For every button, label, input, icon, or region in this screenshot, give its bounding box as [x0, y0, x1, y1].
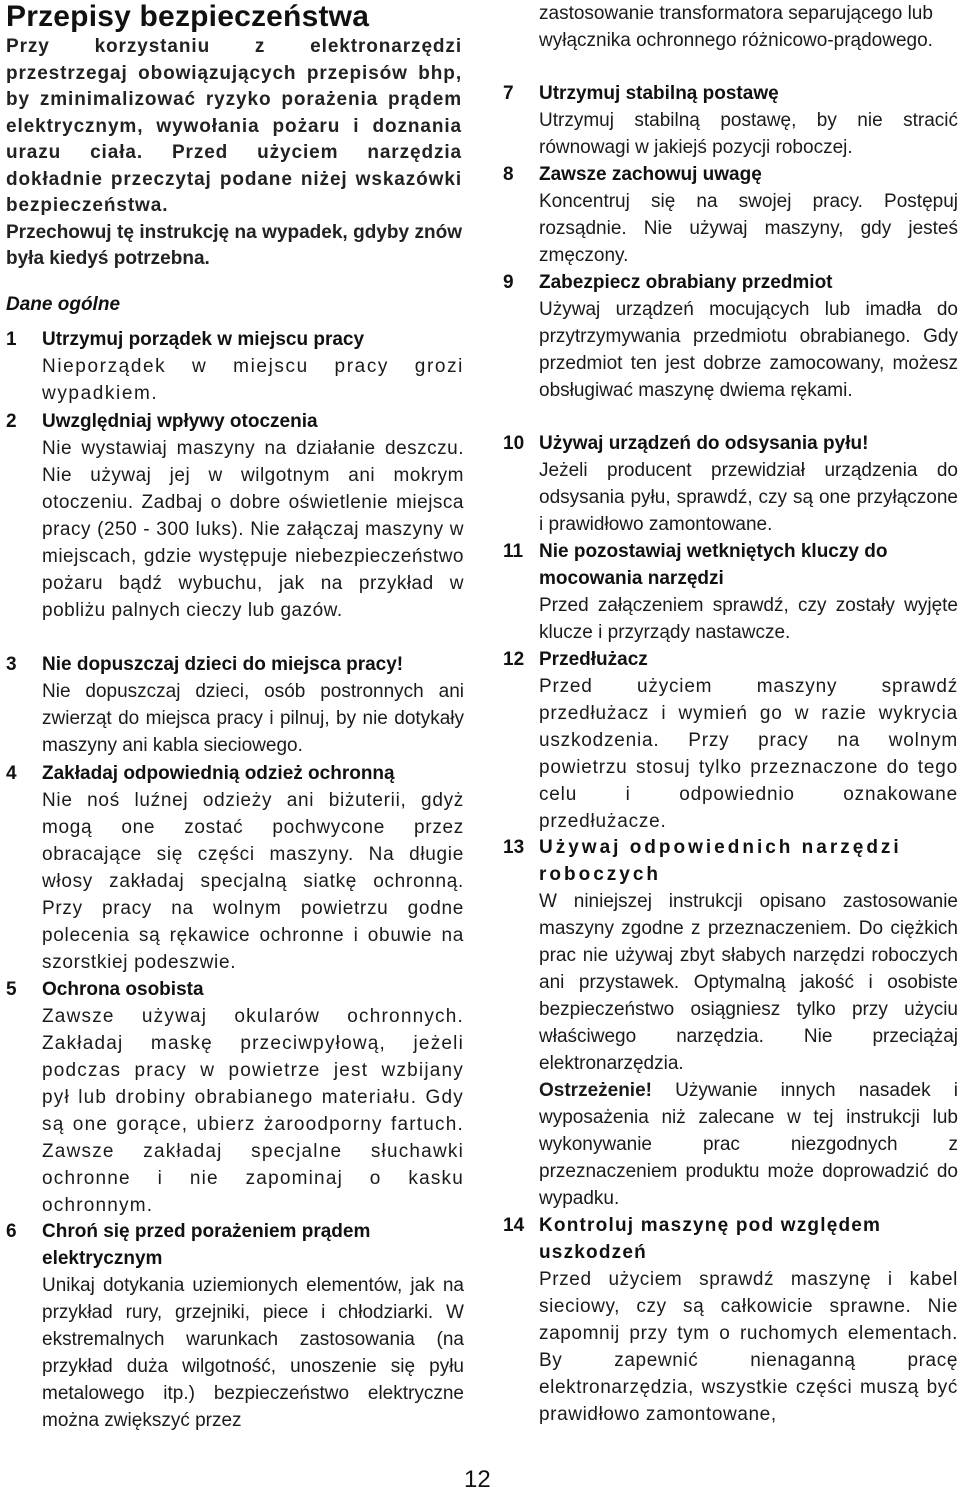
- item-text: Używaj urządzeń mocujących lub imadła do przytrzymywania przedmiotu obrabianego. Gdy przedmiot ten jest dobrze zamocowany, możesz obsługiwać maszynę dwiema rękami.: [539, 299, 958, 401]
- item-heading: Używaj urządzeń do odsysania pyłu!: [539, 433, 869, 454]
- list-item: [6, 1218, 464, 1434]
- list-item: [6, 651, 464, 759]
- item-text: Nieporządek w miejscu pracy grozi wypadkiem.: [42, 356, 464, 404]
- item-text: Przed załączeniem sprawdź, czy zostały wyjęte klucze i przyrządy nastawcze.: [539, 595, 958, 643]
- item-number: 9: [503, 272, 514, 293]
- item-number: 13: [503, 837, 525, 858]
- item-text: Przed użyciem maszyny sprawdź przedłużacz i wymień go w razie wykrycia uszkodzenia. Przy pracy na wolnym powietrzu stosuj tylko przeznaczone do tego celu i odpowiednio oznakowane przedłużacze.: [539, 676, 958, 832]
- list-item: [503, 646, 958, 835]
- item-heading: Zakładaj odpowiednią odzież ochronną: [42, 763, 395, 784]
- item-number: 7: [503, 83, 514, 104]
- item-number: 2: [6, 411, 17, 432]
- list-item: [6, 326, 464, 407]
- item-text: Zawsze używaj okularów ochronnych. Zakładaj maskę przeciwpyłową, jeżeli podczas pracy w powietrze jest wzbijany pył lub drobiny obrabianego materiału. Gdy są one gorące, ubierz żaroodporny fartuch. Zawsze zakładaj specjalne słuchawki ochronne i nie zapominaj o kasku ochronnym.: [42, 1006, 464, 1216]
- item-number: 10: [503, 433, 525, 454]
- intro-paragraph: Przy korzystaniu z elektronarzędzi przestrzegaj obowiązujących przepisów bhp, by zminimalizować ryzyko porażenia prądem elektrycznym, wywołania pożaru i doznania urazu ciała. Przed użyciem narzędzia dokładnie przeczytaj podane niżej wskazówki bezpieczeństwa.: [6, 36, 462, 216]
- item-text: Nie wystawiaj maszyny na działanie deszczu. Nie używaj jej w wilgotnym ani mokrym otoczeniu. Zadbaj o dobre oświetlenie miejsca pracy (250 - 300 luks). Nie załączaj maszyny w miejscach, gdzie występuje niebezpieczeństwo pożaru bądź wybuchu, jak na przykład w pobliżu palnych cieczy lub gazów.: [42, 438, 464, 621]
- intro: [6, 34, 462, 273]
- list-item: [503, 538, 958, 646]
- item-number: 14: [503, 1215, 525, 1236]
- item-heading: Używaj odpowiednich narzędzi roboczych: [539, 837, 902, 885]
- item-text: Przed użyciem sprawdź maszynę i kabel sieciowy, czy są całkowicie sprawne. Nie zapomnij przy tym o ruchomych elementach. By zapewnić nienaganną pracę elektronarzędzia, wszystkie części muszą być prawidłowo zamontowane,: [539, 1269, 958, 1425]
- list-item: [503, 834, 958, 1212]
- page-number: 12: [464, 1466, 491, 1493]
- list-item: [6, 976, 464, 1219]
- item-text: Nie dopuszczaj dzieci, osób postronnych ani zwierząt do miejsca pracy i pilnuj, by nie dotykały maszyny ani kabla sieciowego.: [42, 681, 464, 756]
- item-number: 6: [6, 1221, 17, 1242]
- list-item: [503, 269, 958, 404]
- item-text: Nie noś luźnej odzieży ani biżuterii, gdyż mogą one zostać pochwycone przez obracające się części maszyny. Na długie włosy zakładaj specjalną siatkę ochronną. Przy pracy na wolnym powietrzu godne polecenia są rękawice ochronne i obuwie na szorstkiej podeszwie.: [42, 790, 464, 973]
- item-heading: Utrzymuj stabilną postawę: [539, 83, 779, 104]
- item-number: 1: [6, 329, 17, 350]
- item-number: 5: [6, 979, 17, 1000]
- section-heading: Dane ogólne: [6, 294, 121, 315]
- item-number: 12: [503, 649, 525, 670]
- item-number: 3: [6, 654, 17, 675]
- list-item: [503, 80, 958, 161]
- continuation-text: zastosowanie transformatora separującego lub wyłącznika ochronnego różnicowo-prądowego.: [539, 3, 933, 51]
- warning-body: Używanie innych nasadek i wyposażenia niż zalecane w tej instrukcji lub wykonywanie prac niezgodnych z przeznaczeniem produktu może doprowadzić do wypadku.: [539, 1080, 958, 1209]
- item-text: Utrzymuj stabilną postawę, by nie stracić równowagi w jakiejś pozycji roboczej.: [539, 110, 958, 158]
- item-heading: Zawsze zachowuj uwagę: [539, 164, 762, 185]
- item-number: 8: [503, 164, 514, 185]
- list-item: [503, 430, 958, 538]
- warning-label: Ostrzeżenie!: [539, 1080, 652, 1101]
- list-item: [503, 161, 958, 269]
- intro-paragraph: Przechowuj tę instrukcję na wypadek, gdyby znów była kiedyś potrzebna.: [6, 221, 462, 269]
- item-text: W niniejszej instrukcji opisano zastosowanie maszyny zgodne z przeznaczeniem. Do ciężkich prac nie używaj zbyt słabych narzędzi roboczych ani przystawek. Optymalną jakość i osobiste bezpieczeństwo osiągniesz tylko przy użyciu właściwego narzędzia. Nie przeciążaj elektronarzędzia.: [539, 891, 958, 1074]
- item-text: Koncentruj się na swojej pracy. Postępuj rozsądnie. Nie używaj maszyny, gdy jesteś zmęczony.: [539, 191, 958, 266]
- list-item: [6, 760, 464, 976]
- item-heading: Chroń się przed porażeniem prądem elektrycznym: [42, 1221, 371, 1269]
- item-heading: Zabezpiecz obrabiany przedmiot: [539, 272, 833, 293]
- item-heading: Przedłużacz: [539, 649, 648, 670]
- item-number: 11: [503, 541, 524, 562]
- list-item: [6, 408, 464, 624]
- item-heading: Ochrona osobista: [42, 979, 204, 1000]
- item-text: Jeżeli producent przewidział urządzenia do odsysania pyłu, sprawdź, czy są one przyłączone i prawidłowo zamontowane.: [539, 460, 958, 535]
- item-text: Unikaj dotykania uziemionych elementów, jak na przykład rury, grzejniki, piece i chłodziarki. W ekstremalnych warunkach zastosowania (na przykład duża wilgotność, unoszenie się pyłu metalowego itp.) bezpieczeństwo elektryczne można zwiększyć przez: [42, 1275, 464, 1431]
- item-heading: Uwzględniaj wpływy otoczenia: [42, 411, 318, 432]
- warning-text: [503, 1077, 958, 1212]
- item-heading: Kontroluj maszynę pod względem uszkodzeń: [539, 1215, 882, 1263]
- item-heading: Nie pozostawiaj wetkniętych kluczy do mocowania narzędzi: [539, 541, 888, 589]
- item-heading: Utrzymuj porządek w miejscu pracy: [42, 329, 365, 350]
- page-title: Przepisy bezpieczeństwa: [6, 0, 370, 33]
- item-heading: Nie dopuszczaj dzieci do miejsca pracy!: [42, 654, 404, 675]
- item-number: 4: [6, 763, 17, 784]
- list-item: [503, 1212, 958, 1428]
